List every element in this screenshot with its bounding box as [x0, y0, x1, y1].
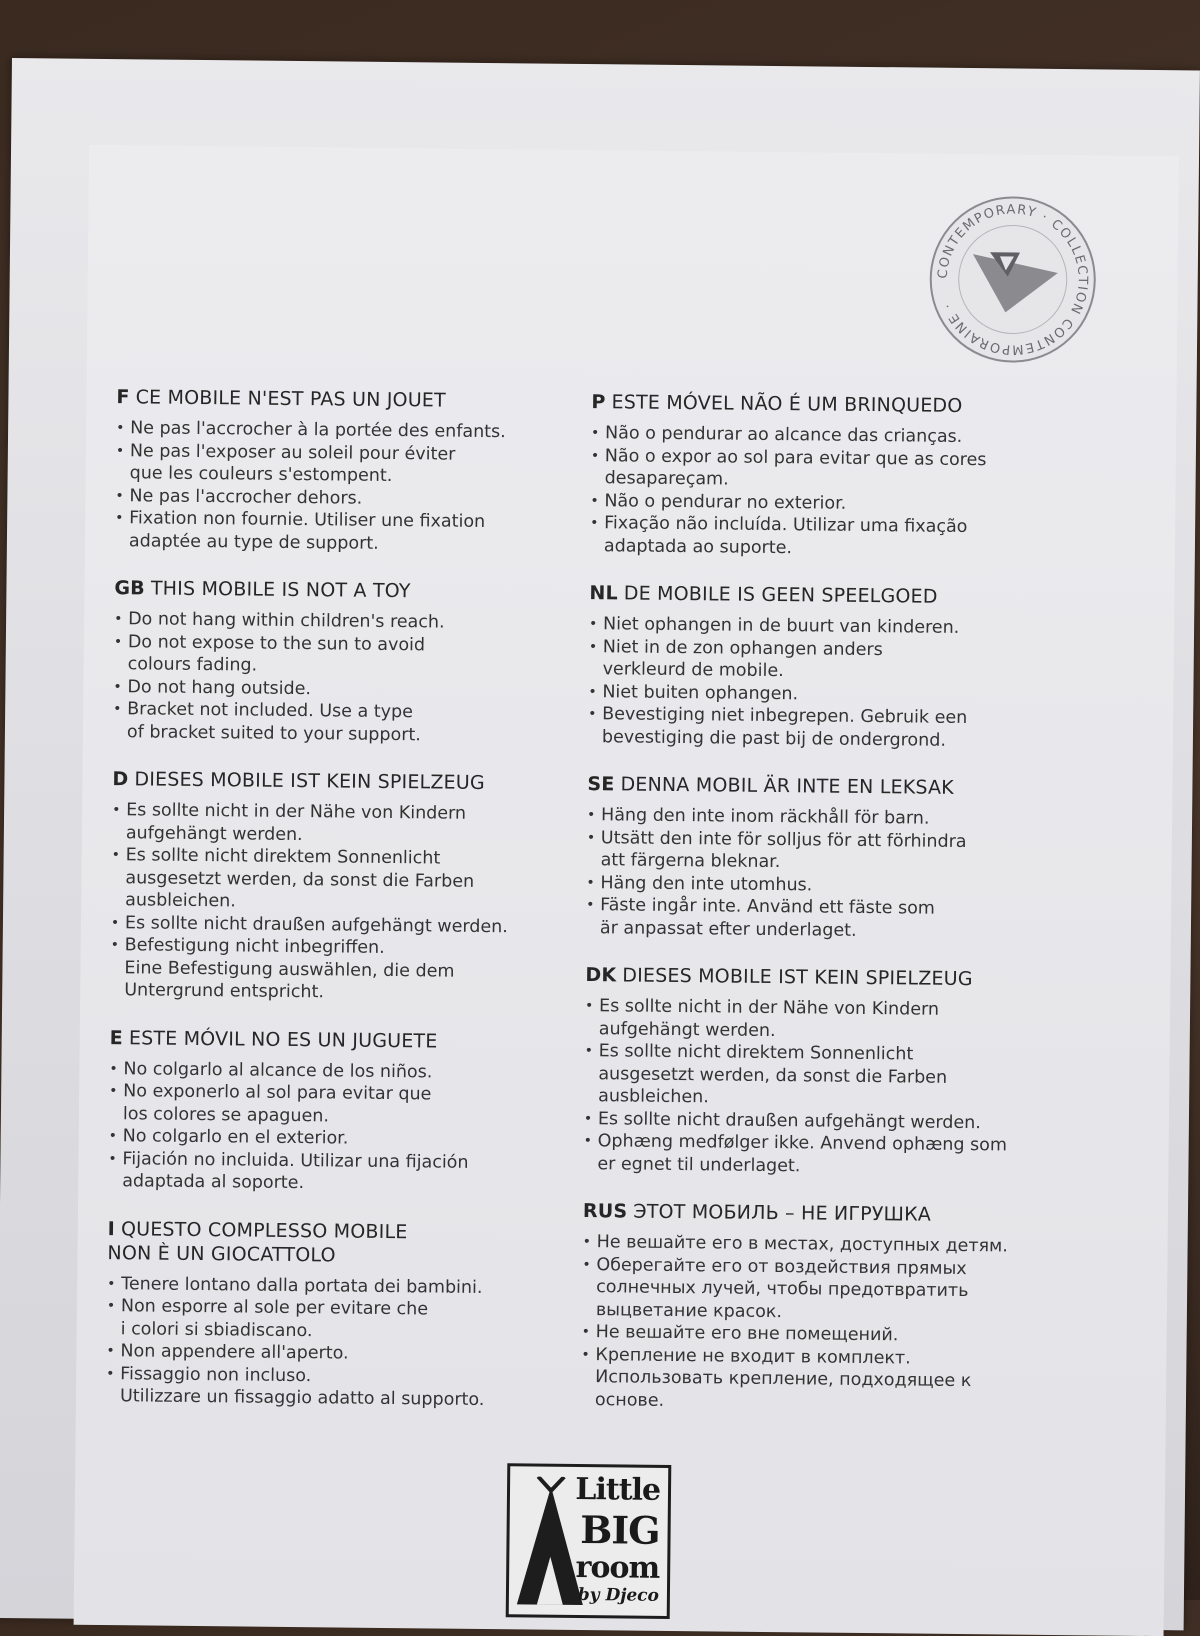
warning-list [106, 1273, 577, 1413]
warning-item-text: No colgarlo en el exterior. [122, 1126, 349, 1149]
warning-item [115, 507, 585, 557]
section-heading [583, 1199, 1063, 1228]
section-heading [589, 581, 1069, 610]
warning-item-text: Fixation non fournie. Utiliser une fixation adaptée au type de support. [128, 508, 486, 554]
logo-word-room: room [575, 1549, 660, 1586]
warning-item-text: Non appendere all'aperto. [120, 1341, 349, 1364]
section-heading [107, 1217, 577, 1270]
warning-list [583, 995, 1065, 1180]
section-title: DIESES MOBILE IST KEIN SPIELZEUG [134, 768, 485, 794]
language-code: F [116, 386, 130, 409]
warning-item-text: Ne pas l'accrocher à la portée des enfants. [130, 418, 506, 443]
warning-item-text: Ophæng medfølger ikke. Anvend ophæng som er egnet til underlaget. [597, 1131, 1008, 1176]
warning-item [106, 1363, 576, 1413]
warning-item-text: Do not expose to the sun to avoid colours fading. [127, 631, 426, 676]
language-code: P [591, 391, 606, 414]
warning-item-text: Es sollte nicht in der Nähe von Kindern aufgehängt werden. [125, 800, 467, 845]
section-title: QUESTO COMPLESSO MOBILE NON È UN GIOCATTOLO [107, 1217, 408, 1266]
warning-item [581, 1344, 1062, 1417]
warning-item-text: Es sollte nicht direktem Sonnenlicht ausgesetzt werden, da sonst die Farben ausbleichen. [125, 845, 475, 912]
warning-item-text: Befestigung nicht inbegriffen. Eine Befestigung auswählen, die dem Untergrund entspricht. [124, 935, 455, 1003]
section-title: ESTE MÓVEL NÃO É UM BRINQUEDO [611, 391, 963, 417]
warning-item-text: Não o pendurar ao alcance das crianças. [604, 423, 963, 447]
warning-section-rus [581, 1199, 1063, 1416]
warning-section-e [108, 1026, 580, 1198]
section-heading [110, 1026, 580, 1055]
warning-item-text: Fijación no incluida. Utilizar una fijación adaptada al soporte. [122, 1148, 469, 1194]
warning-item-text: Es sollte nicht draußen aufgehängt werden. [124, 912, 508, 937]
warning-item-text: Bevestiging niet inbegrepen. Gebruik een bevestiging die past bij de ondergrond. [601, 704, 968, 751]
logo-byline: by Djeco [577, 1585, 660, 1606]
warning-item-text: Fissaggio non incluso. Utilizzare un fissaggio adatto al supporto. [119, 1363, 485, 1411]
warning-item [107, 1295, 577, 1345]
warning-section-d [110, 767, 582, 1006]
warning-section-i [106, 1217, 578, 1413]
warning-item-text: No exponerlo al sol para evitar que los colores se apaguen. [122, 1081, 432, 1126]
warning-list [590, 422, 1071, 562]
warning-list [110, 799, 582, 1006]
warning-list [113, 608, 584, 748]
sheet-content-area [74, 145, 1179, 1636]
warning-section-dk [583, 963, 1065, 1180]
warning-item-text: Не вешайте его в местах, доступных детям. [596, 1232, 1008, 1257]
warning-item [591, 445, 1071, 495]
warning-item [586, 894, 1066, 944]
warning-item-text: Do not hang outside. [127, 676, 312, 699]
section-heading [112, 767, 582, 796]
language-code: I [107, 1217, 116, 1240]
warning-item [589, 636, 1069, 686]
warning-item-text: Bracket not included. Use a type of bracket suited to your support. [126, 699, 421, 745]
warning-item [113, 698, 583, 748]
warning-list [581, 1231, 1063, 1416]
warning-item-text: Niet in de zon ophangen anders verkleurd de mobile. [602, 636, 883, 682]
warning-list [586, 804, 1067, 944]
logo-word-big: BIG [580, 1507, 660, 1553]
warning-item-text: Fäste ingår inte. Använd ett fäste som är anpassat efter underlaget. [599, 895, 936, 941]
instruction-sheet [0, 58, 1200, 1630]
warning-item [585, 995, 1065, 1045]
warning-section-p [590, 390, 1072, 562]
language-code: RUS [582, 1200, 628, 1223]
section-title: DIESES MOBILE IST KEIN SPIELZEUG [622, 964, 973, 991]
section-title: ЭТОТ МОБИЛЬ – НЕ ИГРУШКА [633, 1200, 932, 1226]
logo-word-little: Little [575, 1471, 661, 1508]
warning-list [115, 417, 586, 557]
warning-item-text: No colgarlo al alcance de los niños. [123, 1058, 433, 1082]
warning-item [108, 1148, 578, 1198]
warning-item [111, 844, 582, 916]
warning-item [584, 1040, 1065, 1113]
left-column [106, 385, 587, 1436]
warning-item-text: Do not hang within children's reach. [128, 609, 445, 633]
section-title: THIS MOBILE IS NOT A TOY [150, 577, 411, 603]
right-column [581, 390, 1072, 1440]
warning-item-text: Utsätt den inte för solljus för att förhindra att färgerna bleknar. [600, 827, 967, 873]
section-heading [114, 576, 584, 605]
section-heading [587, 772, 1067, 801]
warning-item [583, 1130, 1063, 1180]
warning-item-text: Niet buiten ophangen. [602, 681, 799, 704]
warning-item-text: Häng den inte inom räckhåll för barn. [600, 805, 930, 829]
section-title: DE MOBILE IS GEEN SPEELGOED [623, 582, 938, 608]
language-code: GB [114, 577, 146, 600]
warning-item-text: Não o expor ao sol para evitar que as cores desapareçam. [604, 445, 987, 490]
warning-item [116, 440, 586, 490]
section-title: CE MOBILE N'EST PAS UN JOUET [135, 386, 446, 412]
warning-item [110, 934, 581, 1006]
brand-logo [506, 1463, 672, 1619]
language-code: NL [589, 582, 618, 605]
collection-stamp [927, 194, 1099, 366]
warning-item-text: Es sollte nicht direktem Sonnenlicht ausgesetzt werden, da sonst die Farben ausbleichen. [598, 1041, 948, 1108]
warning-item-text: Es sollte nicht in der Nähe von Kindern aufgehängt werden. [598, 996, 940, 1041]
section-heading [585, 963, 1065, 992]
warning-item-text: Tenere lontano dalla portata dei bambini. [121, 1273, 483, 1298]
language-code: D [112, 768, 129, 791]
warning-item-text: Non esporre al sole per evitare che i colori si sbiadiscano. [120, 1296, 429, 1341]
warning-list [108, 1058, 579, 1198]
warning-list [588, 613, 1069, 753]
language-code: SE [587, 773, 615, 796]
warning-section-se [586, 772, 1068, 944]
warning-item [590, 512, 1070, 562]
warning-item-text: Não o pendurar no exterior. [604, 490, 847, 514]
language-code: E [109, 1026, 124, 1049]
warning-item [587, 827, 1067, 877]
warning-item-text: Ne pas l'accrocher dehors. [129, 485, 363, 509]
warning-item-text: Niet ophangen in de buurt van kinderen. [602, 614, 960, 638]
warning-item [582, 1254, 1063, 1327]
warning-item-text: Оберегайте его от воздействия прямых солнечных лучей, чтобы предотвратить выцветание красок. [595, 1254, 969, 1322]
section-title: DENNA MOBIL ÄR INTE EN LEKSAK [620, 773, 955, 799]
section-heading [591, 390, 1071, 419]
warning-item-text: Ne pas l'exposer au soleil pour éviter que les couleurs s'estompent. [129, 440, 456, 487]
warning-section-nl [588, 581, 1070, 753]
language-code: DK [585, 964, 617, 987]
stamp-text: CONTEMPORARY · COLLECTION CONTEMPORAINE · [935, 202, 1090, 357]
warning-item-text: Fixação não incluída. Utilizar uma fixação adaptada ao suporte. [603, 513, 968, 558]
warning-item [114, 631, 584, 681]
section-title: ESTE MÓVIL NO ES UN JUGUETE [128, 1026, 438, 1053]
warning-item-text: Häng den inte utomhus. [600, 872, 813, 895]
warning-item [588, 703, 1068, 753]
warning-item-text: Крепление не входит в комплект. Использовать крепление, подходящее к основе. [594, 1344, 972, 1411]
warning-item-text: Es sollte nicht draußen aufgehängt werden. [597, 1108, 981, 1133]
warning-section-gb [113, 576, 585, 748]
section-heading [116, 385, 586, 414]
warning-item [112, 799, 582, 849]
warning-item-text: Не вешайте его вне помещений. [595, 1322, 899, 1346]
warning-section-f [115, 385, 587, 557]
warning-item [109, 1080, 579, 1130]
